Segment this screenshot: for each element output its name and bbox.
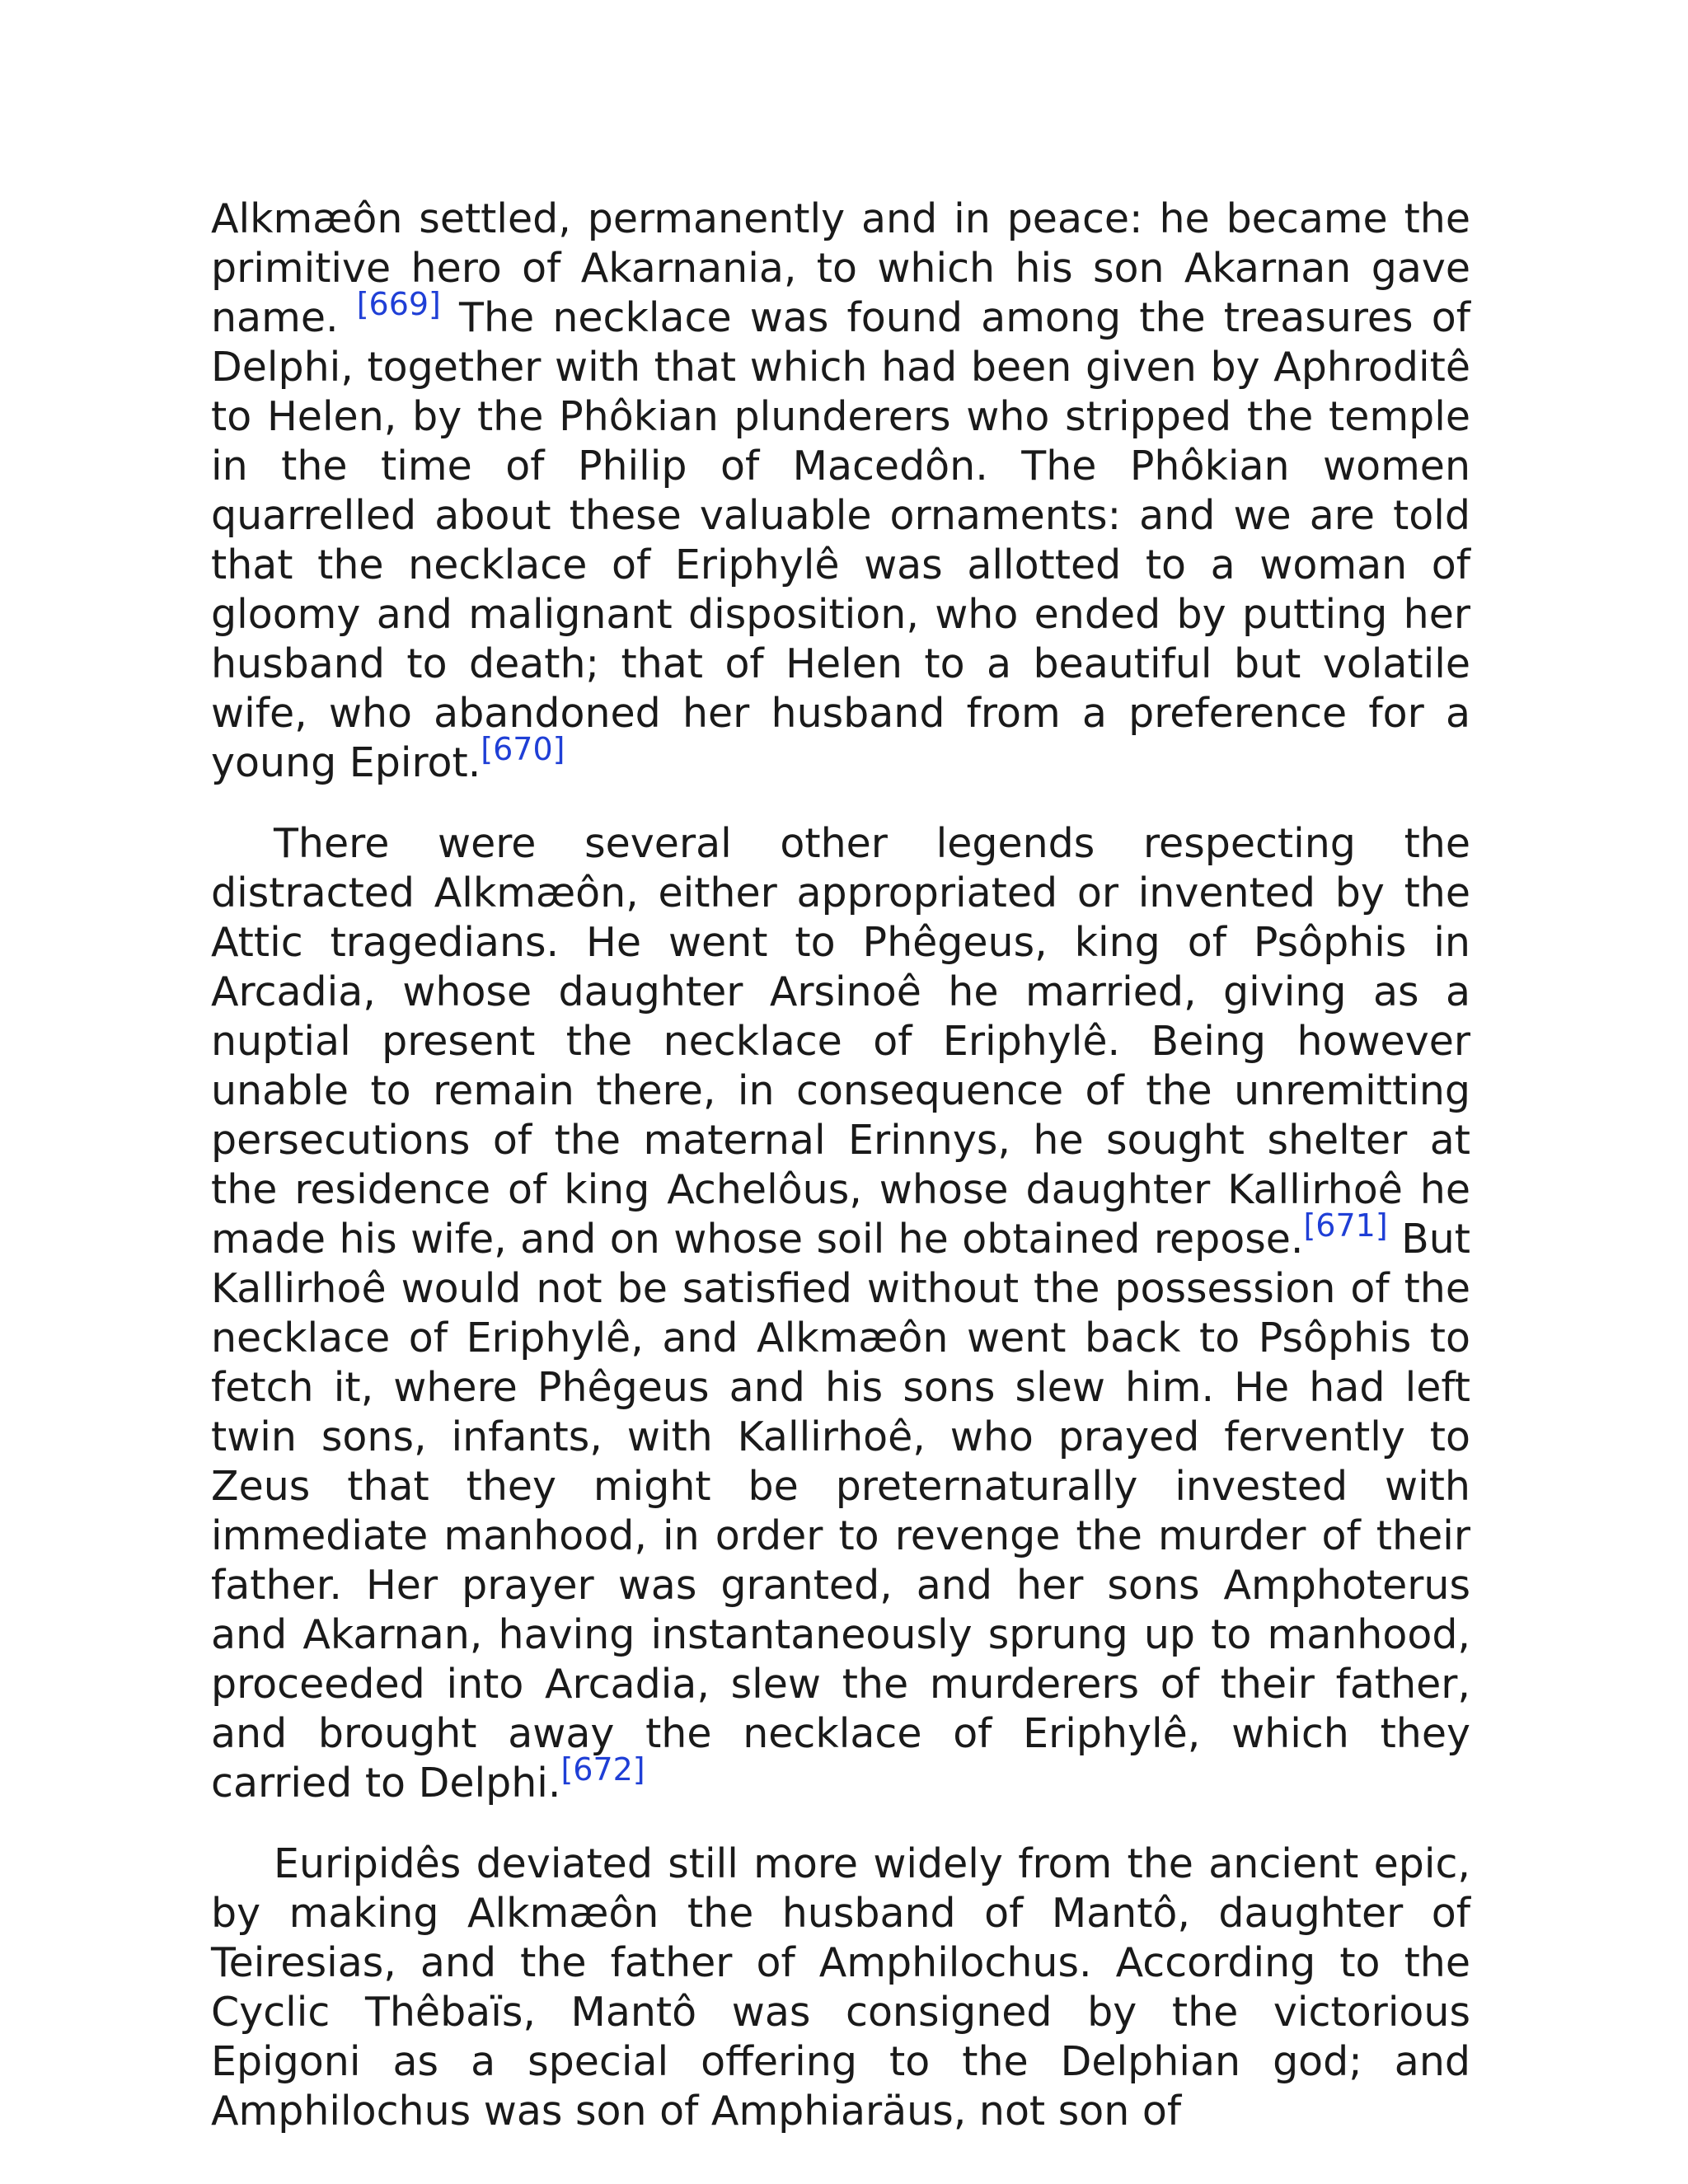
text-run: There were several other legends respecting the distracted Alkmæôn, either appropriated or invented by the Attic tragedians. He went to Phêgeus, king of Psôphis in Arcadia, whose daughter Arsinoê he married, giving as a nuptial present the necklace of Eriphylê. Being however unable to remain there, in consequence of the unremitting persecutions of the maternal Erinnys, he sought shelter at the residence of king Achelôus, whose daughter Kallirhoê he made his wife, and on whose soil he obtained repose. — [211, 820, 1470, 1263]
paragraph — [211, 1840, 1470, 2136]
footnote-link-671[interactable]: [671] — [1303, 1207, 1388, 1244]
footnote-link-669[interactable]: [669] — [356, 286, 441, 322]
text-run: The necklace was found among the treasures of Delphi, together with that which had been given by Aphroditê to Helen, by the Phôkian plunderers who stripped the temple in the time of Philip of Macedôn. The Phôkian women quarrelled about these valuable ornaments: and we are told that the necklace of Eriphylê was allotted to a woman of gloomy and malignant disposition, who ended by putting her husband to death; that of Helen to a beautiful but volatile wife, who abandoned her husband from a preference for a young Epirot. — [211, 294, 1470, 786]
text-run: Euripidês deviated still more widely from the ancient epic, by making Alkmæôn the husband of Mantô, daughter of Teiresias, and the father of Amphilochus. According to the Cyclic Thêbaïs, Mantô was consigned by the victorious Epigoni as a special offering to the Delphian god; and Amphilochus was son of Amphiaräus, not son of — [211, 1840, 1470, 2135]
text-run: Alkmæôn settled, permanently and in peace: he became the primitive hero of Akarnania, to which his son Akarnan gave name. — [211, 195, 1470, 341]
footnote-link-672[interactable]: [672] — [560, 1751, 645, 1788]
text-run: But Kallirhoê would not be satisfied without the possession of the necklace of Eriphylê, and Alkmæôn went back to Psôphis to fetch it, where Phêgeus and his sons slew him. He had left twin sons, infants, with Kallirhoê, who prayed fervently to Zeus that they might be preternaturally invested with immediate manhood, in order to revenge the murder of their father. Her prayer was granted, and her sons Amphoterus and Akarnan, having instantaneously sprung up to manhood, proceeded into Arcadia, slew the murderers of their father, and brought away the necklace of Eriphylê, which they carried to Delphi. — [211, 1216, 1470, 1807]
paragraph — [211, 194, 1470, 788]
document-page — [211, 194, 1470, 2136]
paragraph — [211, 819, 1470, 1808]
footnote-link-670[interactable]: [670] — [481, 731, 565, 767]
